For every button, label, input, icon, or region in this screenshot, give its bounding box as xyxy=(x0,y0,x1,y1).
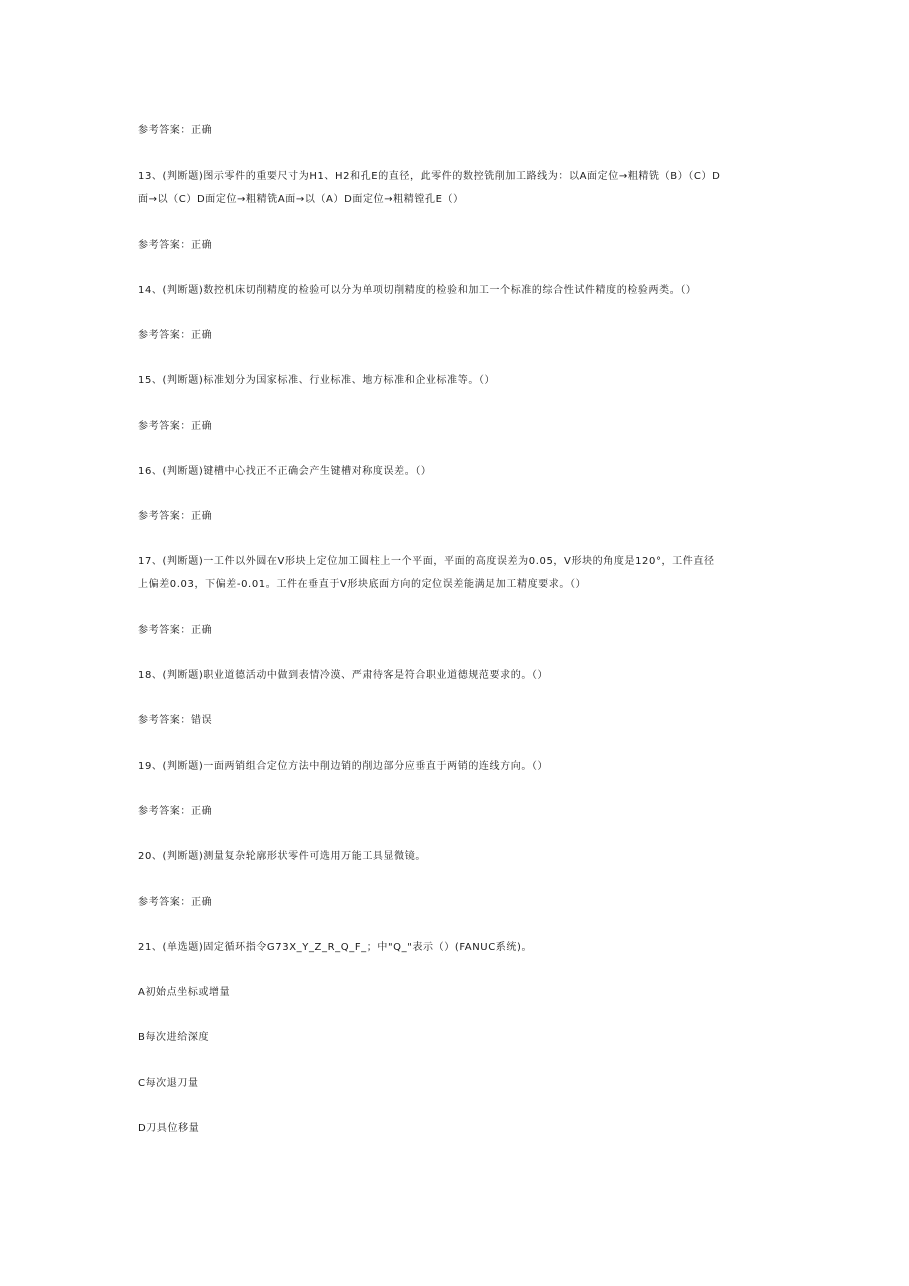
question-14: 14、(判断题)数控机床切削精度的检验可以分为单项切削精度的检验和加工一个标准的综合性试件精度的检验两类。（） xyxy=(138,285,697,296)
question-21: 21、(单选题)固定循环指令G73X_Y_Z_R_Q_F_；中"Q_"表示（）(FANUC系统)。 xyxy=(138,942,533,953)
question-17-line-1: 17、(判断题)一工件以外圆在V形块上定位加工圆柱上一个平面，平面的高度误差为0.05，V形块的角度是120°，工件直径 xyxy=(138,556,715,567)
answer-13: 参考答案：正确 xyxy=(138,240,213,251)
answer-15: 参考答案：正确 xyxy=(138,421,213,432)
question-13-line-1: 13、(判断题)图示零件的重要尺寸为H1、H2和孔E的直径，此零件的数控铣削加工路线为：以A面定位→粗精铣（B）（C）D xyxy=(138,171,721,182)
answer-19: 参考答案：正确 xyxy=(138,806,213,817)
question-19: 19、(判断题)一面两销组合定位方法中削边销的削边部分应垂直于两销的连线方向。（） xyxy=(138,761,549,772)
question-21-option-b: B每次进给深度 xyxy=(138,1032,210,1043)
question-21-option-a: A初始点坐标或增量 xyxy=(138,987,231,998)
answer-17: 参考答案：正确 xyxy=(138,625,213,636)
answer-20: 参考答案：正确 xyxy=(138,897,213,908)
question-15: 15、(判断题)标准划分为国家标准、行业标准、地方标准和企业标准等。（） xyxy=(138,375,496,386)
question-13-line-2: 面→以（C）D面定位→粗精铣A面→以（A）D面定位→粗精镗孔E（） xyxy=(138,194,464,205)
question-16: 16、(判断题)键槽中心找正不正确会产生键槽对称度误差。（） xyxy=(138,466,432,477)
question-20: 20、(判断题)测量复杂轮廓形状零件可选用万能工具显微镜。 xyxy=(138,851,426,862)
answer-12: 参考答案：正确 xyxy=(138,125,213,136)
question-17-line-2: 上偏差0.03，下偏差-0.01。工件在垂直于V形块底面方向的定位误差能满足加工精度要求。（） xyxy=(138,579,587,590)
answer-18: 参考答案：错误 xyxy=(138,715,213,726)
question-21-option-d: D刀具位移量 xyxy=(138,1123,200,1134)
question-21-option-c: C每次退刀量 xyxy=(138,1078,199,1089)
question-18: 18、(判断题)职业道德活动中做到表情冷漠、严肃待客是符合职业道德规范要求的。（） xyxy=(138,670,549,681)
answer-16: 参考答案：正确 xyxy=(138,511,213,522)
answer-14: 参考答案：正确 xyxy=(138,330,213,341)
